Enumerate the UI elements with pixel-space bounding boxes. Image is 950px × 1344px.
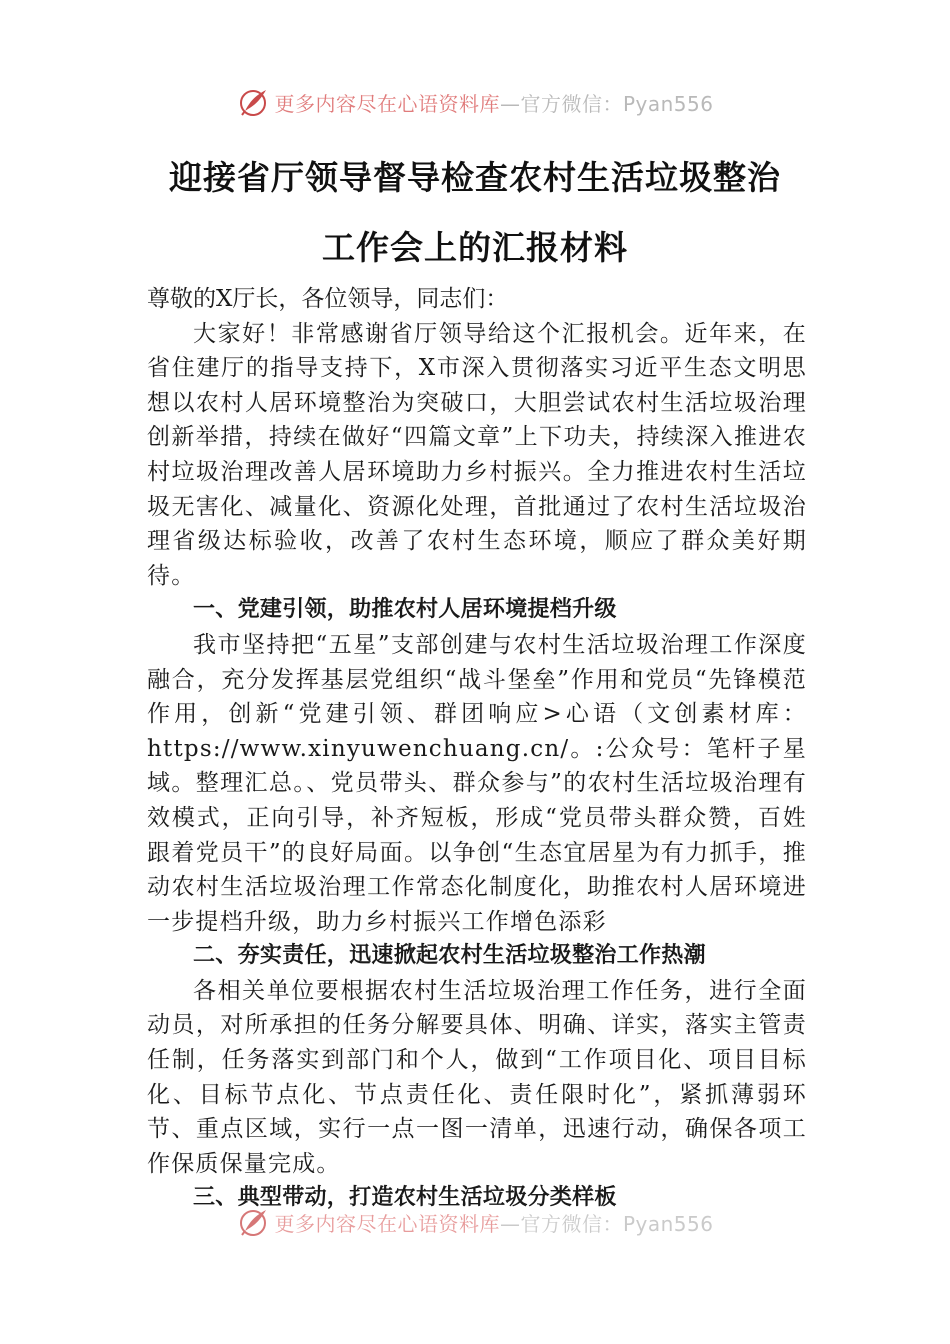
paragraph-intro: 大家好！非常感谢省厅领导给这个汇报机会。近年来，在省住建厅的指导支持下，X市深入贯彻落实习近平生态文明思想以农村人居环境整治为突破口，大胆尝试农村生活垃圾治理创新举措，持续在做好“四篇文章”上下功夫，持续深入推进农村垃圾治理改善人居环境助力乡村振兴。全力推进农村生活垃圾无害化、减量化、资源化处理，首批通过了农村生活垃圾治理省级达标验收，改善了农村生态环境，顺应了群众美好期待。 xyxy=(147,320,807,589)
watermark-main-text: 更多内容尽在心语资料库 xyxy=(274,1211,500,1236)
watermark-header xyxy=(0,84,950,120)
feather-pen-icon xyxy=(236,1205,270,1239)
watermark-sub-text: 官方微信：Pyan556 xyxy=(520,1211,714,1236)
document-title-line-2: 工作会上的汇报材料 xyxy=(322,228,628,267)
document-title-line-1: 迎接省厅领导督导检查农村生活垃圾整治 xyxy=(169,158,781,197)
paragraph-section-2: 各相关单位要根据农村生活垃圾治理工作任务，进行全面动员，对所承担的任务分解要具体、明确、详实，落实主管责任制，任务落实到部门和个人，做到“工作项目化、项目目标化、目标节点化、节点责任化、责任限时化”，紧抓薄弱环节、重点区域，实行一点一图一清单，迅速行动，确保各项工作保质保量完成。 xyxy=(147,977,807,1177)
section-heading-2: 二、夯实责任，迅速掀起农村生活垃圾整治工作热潮 xyxy=(193,943,706,969)
watermark-dash: — xyxy=(499,1211,521,1236)
section-heading-1: 一、党建引领，助推农村人居环境提档升级 xyxy=(193,597,617,623)
document-body xyxy=(147,282,807,1216)
watermark-sub-text: 官方微信：Pyan556 xyxy=(520,91,714,116)
section-heading-3: 三、典型带动，打造农村生活垃圾分类样板 xyxy=(193,1185,617,1211)
feather-pen-icon xyxy=(236,85,270,119)
watermark-footer xyxy=(0,1206,950,1238)
watermark-main-text: 更多内容尽在心语资料库 xyxy=(274,91,500,116)
watermark-dash: — xyxy=(499,91,521,116)
salutation: 尊敬的X厅长，各位领导，同志们： xyxy=(147,286,509,312)
paragraph-section-1: 我市坚持把“五星”支部创建与农村生活垃圾治理工作深度融合，充分发挥基层党组织“战斗堡垒”作用和党员“先锋模范作用，创新“党建引领、群团响应>心语（文创素材库：https://www.xinyuwenchuang.cn/。:公众号：笔杆子星域。整理汇总。、党员带头、群众参与”的农村生活垃圾治理有效模式，正向引导，补齐短板，形成“党员带头群众赞，百姓跟着党员干”的良好局面。以争创“生态宜居星为有力抓手，推动农村生活垃圾治理工作常态化制度化，助推农村人居环境进一步提档升级，助力乡村振兴工作增色添彩 xyxy=(147,631,807,935)
